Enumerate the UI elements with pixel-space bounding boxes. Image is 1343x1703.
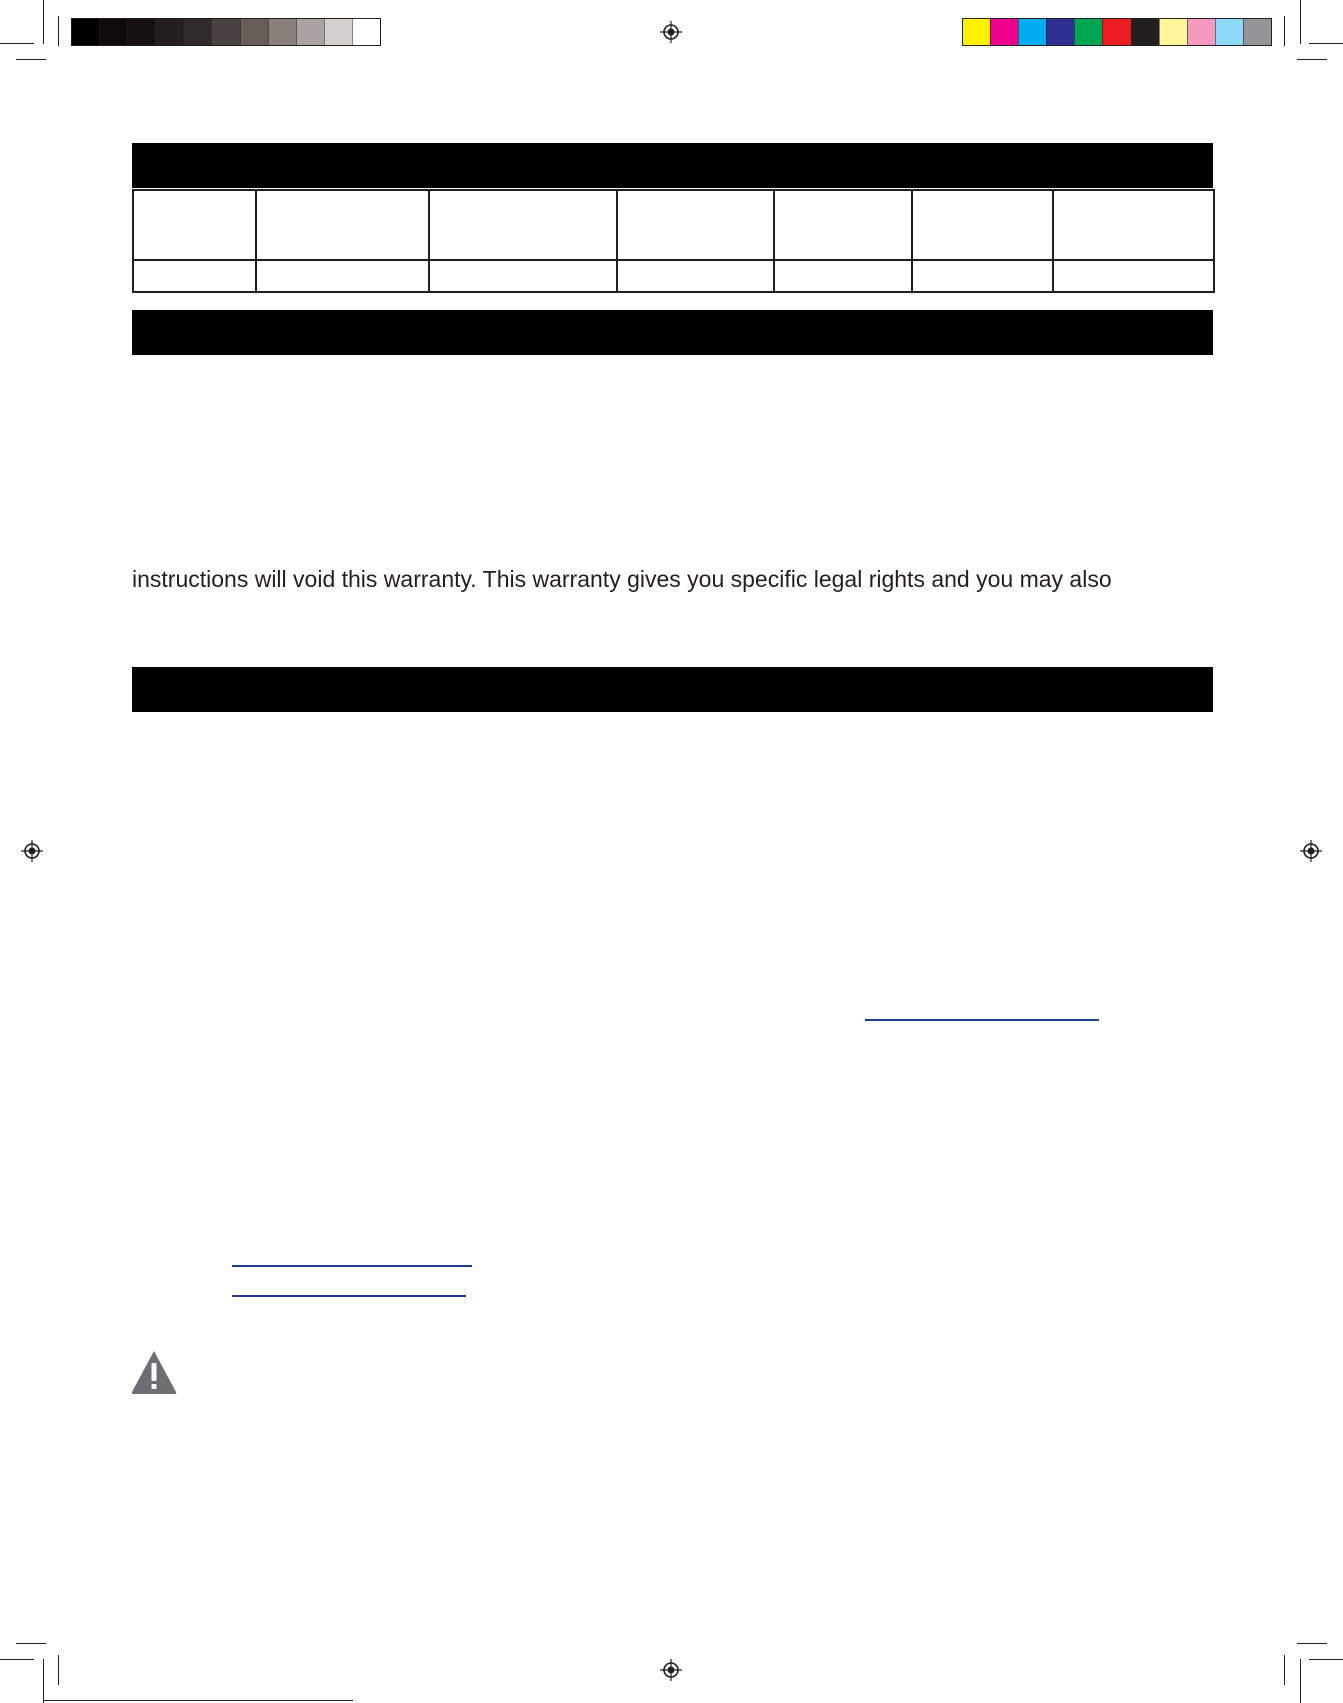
crop-mark — [58, 1655, 59, 1685]
colour-swatch — [352, 19, 380, 45]
table-cell — [774, 260, 912, 292]
specifications-header-band — [132, 143, 1213, 188]
colour-swatch — [324, 19, 352, 45]
crop-mark — [16, 1643, 46, 1644]
colour-swatch — [127, 19, 155, 45]
table-header-cell — [1053, 190, 1214, 260]
colour-swatch — [1187, 19, 1215, 45]
crop-mark — [1300, 0, 1301, 44]
support-link[interactable] — [232, 1295, 466, 1297]
crop-mark — [43, 0, 44, 44]
table-cell — [1053, 260, 1214, 292]
colour-swatch — [1018, 19, 1046, 45]
crop-mark — [0, 1659, 34, 1660]
colour-swatch — [296, 19, 324, 45]
warranty-text: instructions will void this warranty. This warranty gives you specific legal rights and you may also — [132, 566, 1112, 592]
colour-swatch — [99, 19, 127, 45]
colour-swatch — [72, 19, 99, 45]
colour-swatch — [183, 19, 211, 45]
colour-swatch — [1131, 19, 1159, 45]
colour-swatch — [211, 19, 239, 45]
colour-swatch — [1074, 19, 1102, 45]
colour-swatch — [268, 19, 296, 45]
table-cell — [617, 260, 774, 292]
table-header-cell — [133, 190, 256, 260]
footer-slug-line — [43, 1700, 353, 1701]
table-cell — [133, 260, 256, 292]
crop-mark — [1297, 1643, 1327, 1644]
crop-mark — [1309, 1659, 1343, 1660]
crop-mark — [43, 1659, 44, 1703]
registration-target-icon — [1300, 840, 1322, 862]
grayscale-colour-bar — [71, 18, 381, 46]
colour-swatch — [1046, 19, 1074, 45]
crop-mark — [1284, 16, 1285, 46]
warranty-header-band — [132, 310, 1213, 355]
process-colour-bar — [962, 18, 1272, 46]
crop-mark — [1297, 59, 1327, 60]
colour-swatch — [990, 19, 1018, 45]
registration-target-icon — [21, 840, 43, 862]
colour-swatch — [1215, 19, 1243, 45]
colour-swatch — [1243, 19, 1271, 45]
colour-swatch — [1102, 19, 1130, 45]
table-row — [133, 260, 1214, 292]
website-link[interactable] — [865, 1019, 1099, 1021]
colour-swatch — [240, 19, 268, 45]
crop-mark — [16, 59, 46, 60]
crop-mark — [1309, 43, 1343, 44]
colour-swatch — [1159, 19, 1187, 45]
colour-swatch — [963, 19, 990, 45]
table-cell — [429, 260, 617, 292]
table-header-cell — [256, 190, 429, 260]
registration-target-icon — [660, 1659, 682, 1681]
table-header-cell — [429, 190, 617, 260]
colour-swatch — [155, 19, 183, 45]
table-cell — [256, 260, 429, 292]
table-header-cell — [912, 190, 1053, 260]
registration-target-icon — [660, 21, 682, 43]
table-header-cell — [617, 190, 774, 260]
crop-mark — [58, 16, 59, 46]
service-header-band — [132, 667, 1213, 712]
crop-mark — [1284, 1655, 1285, 1685]
crop-mark — [0, 43, 34, 44]
specifications-table — [132, 189, 1215, 293]
crop-mark — [1300, 1659, 1301, 1703]
table-cell — [912, 260, 1053, 292]
email-link[interactable] — [232, 1265, 472, 1267]
table-header-row — [133, 190, 1214, 260]
warning-triangle-icon — [130, 1348, 178, 1396]
table-header-cell — [774, 190, 912, 260]
